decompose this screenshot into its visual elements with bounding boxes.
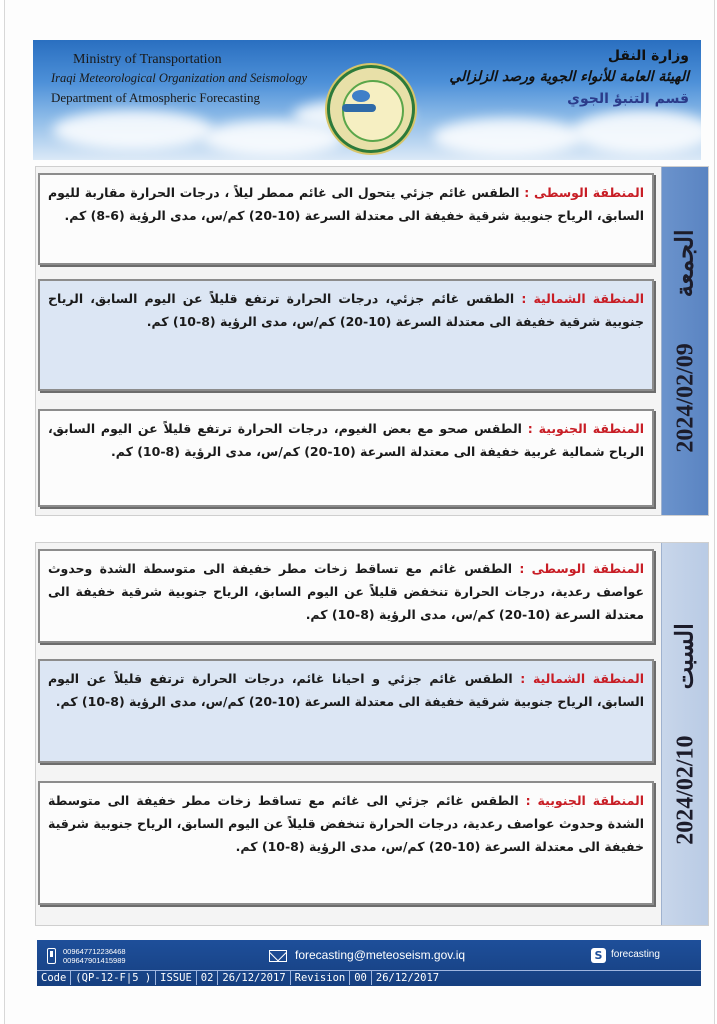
revision-date: 26/12/2017 bbox=[375, 972, 440, 984]
forecast-text: الطقس غائم جزئي، درجات الحرارة ترتفع قليلاً عن اليوم السابق، الرياح جنوبية شرقية خفيفة الى معتدلة السرعة (10-20) كم/س، مدى الرؤية (8-10) كم. bbox=[48, 291, 644, 329]
day-date: 2024/02/10 bbox=[672, 735, 699, 845]
forecast-text: الطقس غائم جزئي الى غائم مع تساقط زخات مطر خفيفة الى متوسطة الشدة وحدوث عواصف رعدية، درجات الحرارة تنخفض قليلاً عن اليوم السابق، الرياح جنوبية شرقية خفيفة الى معتدلة السرعة (10-20) كم/س، مدى الرؤية (8-10) كم. bbox=[48, 793, 644, 854]
department-name-ar: قسم التنبؤ الجوي bbox=[567, 91, 689, 107]
forecast-box-south bbox=[38, 409, 654, 507]
region-label: المنطقة الشمالية : bbox=[521, 291, 644, 306]
day-name: الجمعة bbox=[672, 229, 699, 298]
issue-date: 26/12/2017 bbox=[218, 971, 290, 985]
code-value: (QP-12-F|5 ) bbox=[71, 971, 156, 985]
header-arabic bbox=[449, 46, 689, 110]
day-date: 2024/02/09 bbox=[672, 343, 699, 453]
phone-icon bbox=[47, 948, 56, 964]
region-label: المنطقة الشمالية : bbox=[520, 671, 644, 686]
department-name-en: Department of Atmospheric Forecasting bbox=[51, 90, 261, 105]
email-address[interactable]: forecasting@meteoseism.gov.iq bbox=[295, 948, 466, 962]
region-label: المنطقة الجنوبية : bbox=[527, 421, 644, 436]
ministry-name-en: Ministry of Transportation bbox=[73, 52, 222, 67]
header-english bbox=[51, 50, 307, 107]
day-name: السبت bbox=[672, 623, 699, 690]
revision-label: Revision bbox=[291, 971, 351, 985]
phone-number: 009647901415989 bbox=[63, 956, 126, 965]
issue-label: ISSUE bbox=[156, 971, 197, 985]
day-panel-2 bbox=[35, 542, 709, 926]
region-label: المنطقة الوسطى : bbox=[524, 185, 644, 200]
forecast-text: الطقس غائم جزئي يتحول الى غائم ممطر ليلاً ، درجات الحرارة مقاربة لليوم السابق، الرياح جنوبية شرقية خفيفة الى معتدلة السرعة (10-20) كم/س، مدى الرؤية (6-8) كم. bbox=[48, 185, 644, 223]
phone-number: 009647712236468 bbox=[63, 947, 126, 956]
organization-name-en: Iraqi Meteorological Organization and Seismology bbox=[51, 71, 307, 85]
region-label: المنطقة الجنوبية : bbox=[525, 793, 644, 808]
day-band bbox=[661, 167, 708, 515]
issue-value: 02 bbox=[197, 971, 219, 985]
day-band bbox=[661, 543, 708, 925]
footer-bar bbox=[37, 940, 701, 986]
forecast-box-north bbox=[38, 279, 654, 391]
organization-logo bbox=[327, 65, 415, 153]
forecast-box-south bbox=[38, 781, 654, 905]
document-control-row bbox=[37, 970, 701, 985]
forecast-text: الطقس صحو مع بعض الغيوم، درجات الحرارة ترتفع قليلاً عن اليوم السابق، الرياح شمالية غربية خفيفة الى معتدلة السرعة (10-20) كم/س، مدى الرؤية (8-10) كم. bbox=[48, 421, 644, 459]
region-label: المنطقة الوسطى : bbox=[519, 561, 644, 576]
forecast-box-central bbox=[38, 173, 654, 265]
skype-icon: S bbox=[591, 948, 606, 963]
forecast-box-north bbox=[38, 659, 654, 763]
code-label: Code bbox=[37, 971, 71, 985]
organization-name-ar: الهيئة العامة للأنواء الجوية ورصد الزلزالي bbox=[449, 69, 689, 85]
forecast-text: الطقس غائم جزئي و احيانا غائم، درجات الحرارة ترتفع قليلاً عن اليوم السابق، الرياح جنوبية شرقية خفيفة الى معتدلة السرعة (10-20) كم/س، مدى الرؤية (8-10) كم. bbox=[48, 671, 644, 709]
forecast-text: الطقس غائم مع تساقط زخات مطر خفيفة الى متوسطة الشدة وحدوث عواصف رعدية، درجات الحرارة تنخفض قليلاً عن اليوم السابق، الرياح جنوبية شرقية خفيفة الى معتدلة السرعة (10-20) كم/س، مدى الرؤية (8-10) كم. bbox=[48, 561, 644, 622]
phone-numbers bbox=[63, 947, 126, 965]
mail-icon bbox=[269, 950, 287, 962]
header-banner bbox=[33, 40, 701, 160]
ministry-name-ar: وزارة النقل bbox=[607, 48, 689, 64]
document-page bbox=[4, 0, 715, 1024]
skype-id: forecasting bbox=[611, 949, 660, 960]
revision-value: 00 bbox=[350, 971, 372, 985]
forecast-box-central bbox=[38, 549, 654, 643]
day-panel-1 bbox=[35, 166, 709, 516]
